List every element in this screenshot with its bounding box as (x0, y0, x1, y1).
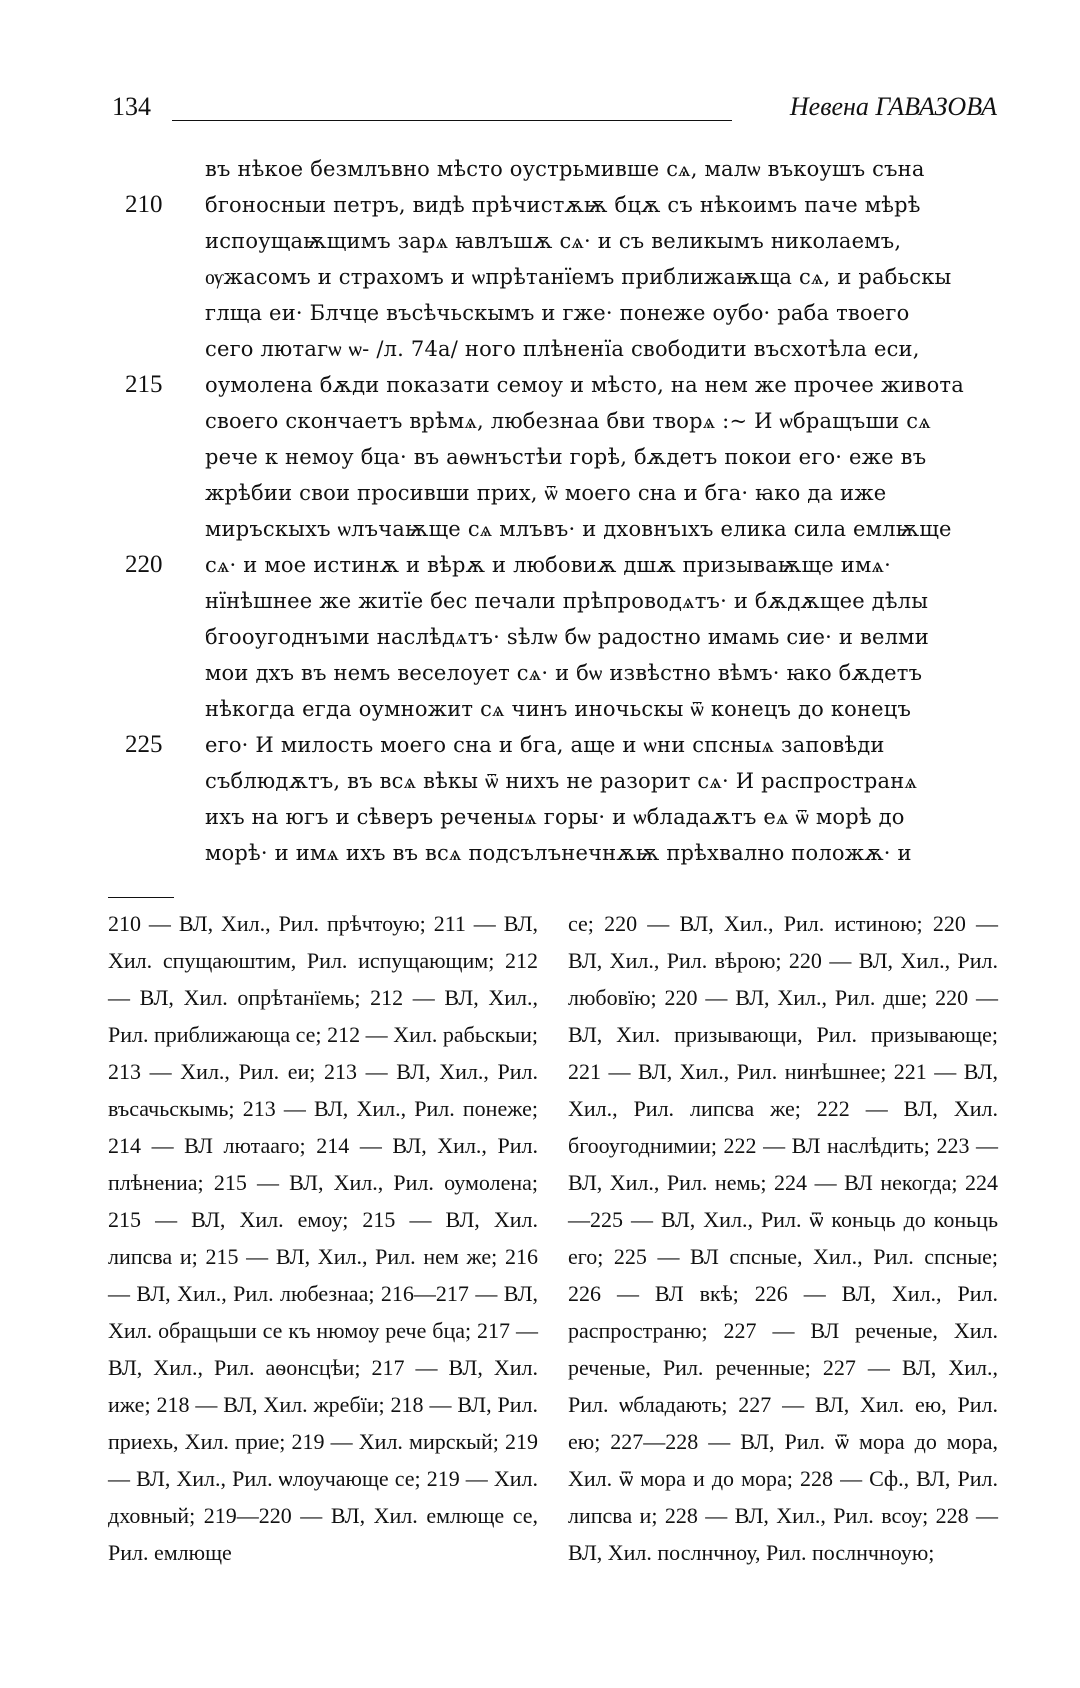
text-line: жрѣбии свои просивши прих, ѿ моего сна и бга· ꙗко да иже (205, 481, 887, 505)
line-number: 210 (125, 191, 163, 218)
line-number (125, 834, 185, 872)
page-header (112, 92, 997, 132)
line-number: 215 (125, 371, 163, 398)
footnotes-left-column: 210 — ВЛ, Хил., Рил. прѣчтоую; 211 — ВЛ, Хил. спущаюштим, Рил. испущающим; 212 — ВЛ, Хил. опрѣтанїемь; 212 — ВЛ, Хил., Рил. приближающа се; 212 — Хил. рабьскыи; 213 — Хил., Рил. еи; 213 — ВЛ, Хил., Рил. въсачьскымь; 213 — ВЛ, Хил., Рил. понеже; 214 — ВЛ лютааго; 214 — ВЛ, Хил., Рил. плѣнениа; 215 — ВЛ, Хил., Рил. оумолена; 215 — ВЛ, Хил. емоу; 215 — ВЛ, Хил. липсва и; 215 — ВЛ, Хил., Рил. нем же; 216 — ВЛ, Хил., Рил. любезнаа; 216—217 — ВЛ, Хил. обращьши се къ нюмоу рече бца; 217 — ВЛ, Хил., Рил. аѳонсцѣи; 217 — ВЛ, Хил. иже; 218 — ВЛ, Хил. жребїи; 218 — ВЛ, Рил. приехь, Хил. прие; 219 — Хил. мирскый; 219 — ВЛ, Хил., Рил. ѡлоучающе се; 219 — Хил. дховный; 219—220 — ВЛ, Хил. емлюще се, Рил. емлюще (108, 911, 538, 1565)
line-number: 225 (125, 731, 163, 758)
line-number (125, 474, 185, 512)
line-number (125, 510, 185, 548)
text-line: бгоносныи петръ, видѣ прѣчистѫѭ бцѫ съ нѣкоимъ паче мѣрѣ (205, 193, 921, 217)
line-number (125, 330, 185, 368)
main-text (125, 150, 1015, 870)
line-number (125, 654, 185, 692)
text-line: съблюдѫтъ, въ всѧ вѣкы ѿ нихъ не разорит сѧ· И распространѧ (205, 769, 918, 793)
text-line: своего скончаетъ врѣмѧ, любезнаа бви творѧ :~ И ѡбращъши сѧ (205, 409, 931, 433)
text-line: его· И милость моего сна и бга, аще и ѡни спсныѧ заповѣди (205, 733, 885, 757)
line-number (125, 582, 185, 620)
text-line: нїнѣшнее же житїе бес печали прѣпроводѧтъ· и бѫдѫщее дѣлы (205, 589, 929, 613)
footnote-rule (108, 897, 174, 898)
text-line: мои дхъ въ немъ веселоует сѧ· и бѡ извѣстно вѣмъ· ꙗко бѫдетъ (205, 661, 923, 685)
line-number (125, 438, 185, 476)
text-line: испоущаѭщимъ зарѧ ꙗвлъшѫ сѧ· и съ великымъ николаемъ, (205, 229, 902, 253)
line-number (125, 618, 185, 656)
line-number (125, 798, 185, 836)
text-line: миръскыхъ ѡлъчаѭще сѧ млъвъ· и дховнъıхъ елика сила емлѭще (205, 517, 952, 541)
text-line: оумолена бѫди показати семоу и мѣсто, на нем же прочее живота (205, 373, 964, 397)
text-line: рече к немоу бца· въ аѳѡнъстѣи горѣ, бѫдетъ покои его· еже въ (205, 445, 927, 469)
line-number (125, 150, 185, 188)
running-head-author: Невена ГАВАЗОВА (789, 92, 997, 121)
text-line: нѣкогда егда оумножит сѧ чинъ иночьскы ѿ конецъ до конецъ (205, 697, 912, 721)
line-number (125, 762, 185, 800)
footnotes-right-column: се; 220 — ВЛ, Хил., Рил. истиною; 220 — ВЛ, Хил., Рил. вѣрою; 220 — ВЛ, Хил., Рил. любовїю; 220 — ВЛ, Хил., Рил. дше; 220 — ВЛ, Хил. призывающи, Рил. призывающе; 221 — ВЛ, Хил., Рил. нинѣшнее; 221 — ВЛ, Хил., Рил. липсва же; 222 — ВЛ, Хил. бгооугоднимии; 222 — ВЛ наслѣдить; 223 — ВЛ, Хил., Рил. немь; 224 — ВЛ некогда; 224—225 — ВЛ, Хил., Рил. ѿ коньць до коньць его; 225 — ВЛ спсные, Хил., Рил. спсные; 226 — ВЛ вкѣ; 226 — ВЛ, Хил., Рил. распространю; 227 — ВЛ реченые, Хил. реченые, Рил. реченные; 227 — ВЛ, Хил., Рил. ѡбладають; 227 — ВЛ, Хил. ею, Рил. ею; 227—228 — ВЛ, Рил. ѿ мора до мора, Хил. ѿ мора и до мора; 228 — Сф., ВЛ, Рил. липсва и; 228 — ВЛ, Хил., Рил. всоу; 228 — ВЛ, Хил. послнчноу, Рил. послнчноую; (568, 911, 998, 1565)
line-number (125, 222, 185, 260)
footnotes (108, 905, 998, 1625)
text-line: морѣ· и имѧ ихъ въ всѧ подсълънечнѫѭ прѣхвално положѫ· и (205, 841, 912, 865)
text-line: въ нѣкое безмлъвно мѣсто оустрьмивше сѧ, малѡ въкоушъ съна (205, 157, 925, 181)
text-line: ихъ на югъ и сѣверъ реченыѧ горы· и ѡбладаѫтъ еѧ ѿ морѣ до (205, 805, 905, 829)
text-line: бгооугоднъıми наслѣдѧтъ· ѕѣлѡ бѡ радостно имамь сие· и велми (205, 625, 929, 649)
line-number (125, 294, 185, 332)
page-number: 134 (112, 92, 151, 121)
line-number (125, 258, 185, 296)
text-line: сѧ· и мое истинѫ и вѣрѫ и любовиѫ дшѫ призываѭще имѧ· (205, 553, 891, 577)
text-line: сего лютагѡ ѡ- /л. 74а/ ного плѣненїа свободити въсхотѣла еси, (205, 337, 920, 361)
header-rule (172, 120, 732, 121)
line-number (125, 690, 185, 728)
text-line: ѹжасомъ и страхомъ и ѡпрѣтанїемъ приближаѭща сѧ, и рабьскы (205, 265, 952, 289)
line-number: 220 (125, 551, 163, 578)
line-number (125, 402, 185, 440)
text-line: глща еи· Блчце въсѣчьскымъ и гже· понеже оубо· раба твоего (205, 301, 910, 325)
